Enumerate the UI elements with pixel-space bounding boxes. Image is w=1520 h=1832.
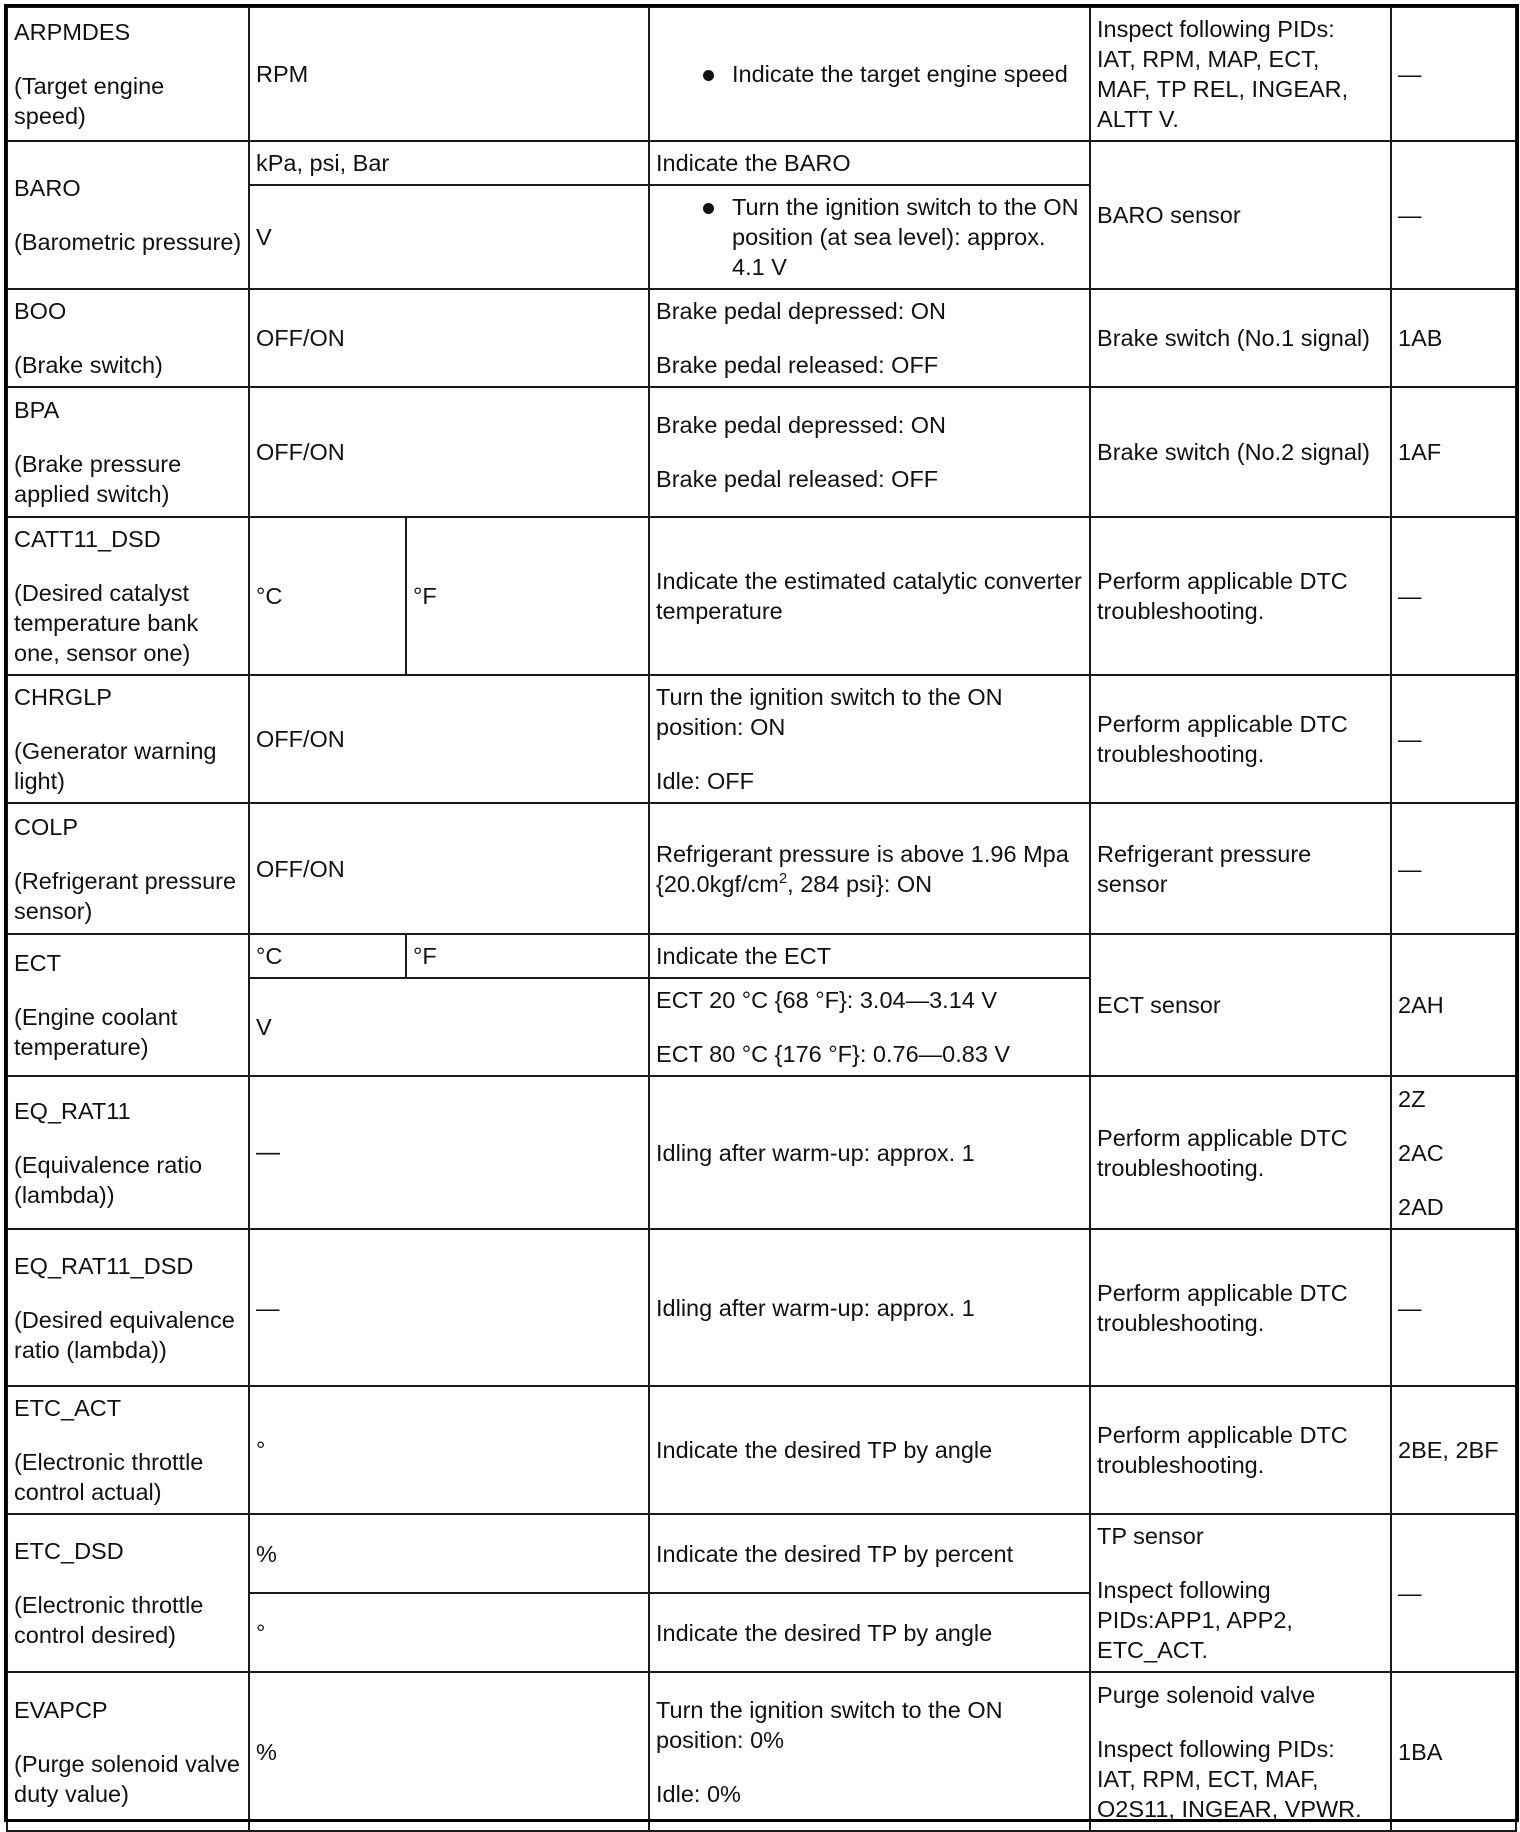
table-row [7,1514,1516,1593]
pid-name: BOO [14,298,67,324]
pid-name: ARPMDES [14,19,131,45]
pid-cell [7,1514,249,1672]
pid-name: BPA [14,397,60,423]
table-row [7,675,1516,803]
terminal-cell: — [1391,675,1516,803]
pid-cell [7,387,249,517]
condition-cell [649,803,1090,934]
condition-cell: Indicate the estimated catalytic converter temperature [649,517,1090,675]
table-row [7,803,1516,934]
terminal-cell: — [1391,517,1516,675]
condition-cell [649,289,1090,387]
condition-line: Turn the ignition switch to the ON position: ON [656,684,1003,740]
pid-description: (Electronic throttle control desired) [14,1592,204,1648]
pid-description: (Equivalence ratio (lambda)) [14,1151,203,1208]
pid-description: (Desired catalyst temperature bank one, sensor one) [14,580,199,666]
terminal-cell: — [1391,7,1516,141]
action-cell: Perform applicable DTC troubleshooting. [1090,1386,1391,1514]
unit-cell: OFF/ON [249,289,649,387]
pid-description: (Brake switch) [14,352,163,378]
pid-description: (Purge solenoid valve duty value) [14,1750,240,1807]
condition-cell: Indicate the desired TP by angle [649,1386,1090,1514]
condition-cell [649,675,1090,803]
action-cell: Inspect following PIDs: IAT, RPM, MAP, ECT, MAF, TP REL, INGEAR, ALTT V. [1090,7,1391,141]
unit-cell: OFF/ON [249,675,649,803]
condition-bullet: Indicate the target engine speed [656,59,1083,89]
pid-cell [7,289,249,387]
action-cell [1090,1672,1391,1831]
terminal-cell: — [1391,1514,1516,1672]
pid-name: EQ_RAT11 [14,1097,131,1124]
action-cell: Brake switch (No.1 signal) [1090,289,1391,387]
unit-cell: — [249,1229,649,1386]
superscript: 2 [778,869,788,887]
table-row [7,1672,1516,1831]
condition-cell: Indicate the BARO [649,141,1090,185]
condition-line: Brake pedal depressed: ON [656,298,947,324]
condition-text: , 284 psi}: ON [787,870,933,897]
terminal-line: 2Z [1398,1085,1426,1112]
pid-name: EVAPCP [14,1696,108,1723]
unit-cell: ° [249,1386,649,1514]
pid-cell [7,934,249,1076]
unit-cell: OFF/ON [249,803,649,934]
terminal-line: 2AC [1398,1139,1444,1166]
pid-name: ETC_ACT [14,1395,122,1421]
unit-cell: OFF/ON [249,387,649,517]
condition-cell: Indicate the ECT [649,934,1090,978]
table-row [7,1076,1516,1229]
condition-line: ECT 20 °C {68 °F}: 3.04—3.14 V [656,987,998,1013]
unit-fahrenheit-cell: °F [406,934,649,978]
condition-cell [649,978,1090,1076]
condition-cell: Idling after warm-up: approx. 1 [649,1229,1090,1386]
terminal-cell: — [1391,803,1516,934]
unit-celsius-cell: °C [249,934,406,978]
condition-cell: Idling after warm-up: approx. 1 [649,1076,1090,1229]
pid-cell [7,7,249,141]
terminal-cell: 1BA [1391,1672,1516,1831]
unit-cell: kPa, psi, Bar [249,141,649,185]
pid-description: (Brake pressure applied switch) [14,451,182,507]
action-line: Purge solenoid valve [1097,1681,1316,1708]
unit-cell: V [249,185,649,289]
pid-name: CATT11_DSD [14,526,161,552]
table-row [7,141,1516,185]
pid-cell [7,675,249,803]
pid-name: CHRGLP [14,684,112,710]
table-row [7,7,1516,141]
action-cell [1090,1514,1391,1672]
condition-cell [649,185,1090,289]
unit-cell: % [249,1672,649,1831]
pid-name: EQ_RAT11_DSD [14,1252,194,1279]
condition-text: Refrigerant pressure is above 1.96 Mpa {20.0kgf/cm [656,840,1069,897]
condition-line: Turn the ignition switch to the ON position: 0% [656,1696,1003,1753]
table-row [7,517,1516,675]
table-row [7,934,1516,978]
condition-cell: Indicate the desired TP by angle [649,1593,1090,1672]
condition-cell [649,1672,1090,1831]
pid-cell [7,517,249,675]
condition-cell [649,7,1090,141]
pid-description: (Engine coolant temperature) [14,1004,178,1060]
terminal-cell [1391,1076,1516,1229]
pid-cell [7,1076,249,1229]
table-row [7,1229,1516,1386]
pid-monitor-table [6,6,1517,1832]
condition-line: Idle: 0% [656,1780,741,1807]
action-cell: Perform applicable DTC troubleshooting. [1090,1076,1391,1229]
pid-cell [7,1229,249,1386]
condition-cell: Indicate the desired TP by percent [649,1514,1090,1593]
pid-name: ECT [14,950,61,976]
terminal-cell: 2AH [1391,934,1516,1076]
pid-description: (Target engine speed) [14,73,165,129]
pid-cell [7,803,249,934]
action-cell: Perform applicable DTC troubleshooting. [1090,517,1391,675]
pid-description: (Generator warning light) [14,738,217,794]
unit-cell: % [249,1514,649,1593]
pid-cell [7,141,249,289]
unit-fahrenheit-cell: °F [406,517,649,675]
action-cell: BARO sensor [1090,141,1391,289]
unit-celsius-cell: °C [249,517,406,675]
terminal-line: 2AD [1398,1193,1444,1220]
pid-cell [7,1672,249,1831]
action-cell: Brake switch (No.2 signal) [1090,387,1391,517]
condition-cell [649,387,1090,517]
terminal-cell: 1AB [1391,289,1516,387]
action-line: Inspect following PIDs: IAT, RPM, ECT, MAF, O2S11, INGEAR, VPWR. [1097,1735,1362,1822]
condition-line: Idle: OFF [656,768,754,794]
terminal-cell: — [1391,141,1516,289]
condition-line: Brake pedal depressed: ON [656,412,947,438]
table-row [7,1386,1516,1514]
table-row [7,387,1516,517]
pid-name: COLP [14,813,78,840]
pid-description: (Barometric pressure) [14,229,242,255]
action-line: Inspect following PIDs:APP1, APP2, ETC_ACT. [1097,1577,1293,1663]
condition-bullet: Turn the ignition switch to the ON position (at sea level): approx. 4.1 V [656,192,1083,282]
pid-description: (Electronic throttle control actual) [14,1449,204,1505]
pid-name: BARO [14,175,81,201]
unit-cell: RPM [249,7,649,141]
terminal-cell: 2BE, 2BF [1391,1386,1516,1514]
action-cell: Refrigerant pressure sensor [1090,803,1391,934]
action-cell: Perform applicable DTC troubleshooting. [1090,1229,1391,1386]
action-cell: Perform applicable DTC troubleshooting. [1090,675,1391,803]
condition-line: Brake pedal released: OFF [656,352,939,378]
unit-cell: V [249,978,649,1076]
terminal-cell: — [1391,1229,1516,1386]
unit-cell: ° [249,1593,649,1672]
action-cell: ECT sensor [1090,934,1391,1076]
condition-line: ECT 80 °C {176 °F}: 0.76—0.83 V [656,1041,1011,1067]
terminal-cell: 1AF [1391,387,1516,517]
pid-description: (Desired equivalence ratio (lambda)) [14,1306,235,1363]
pid-description: (Refrigerant pressure sensor) [14,867,237,924]
table-row [7,289,1516,387]
action-line: TP sensor [1097,1523,1204,1549]
pid-name: ETC_DSD [14,1538,124,1564]
condition-line: Brake pedal released: OFF [656,466,939,492]
pid-cell [7,1386,249,1514]
unit-cell: — [249,1076,649,1229]
